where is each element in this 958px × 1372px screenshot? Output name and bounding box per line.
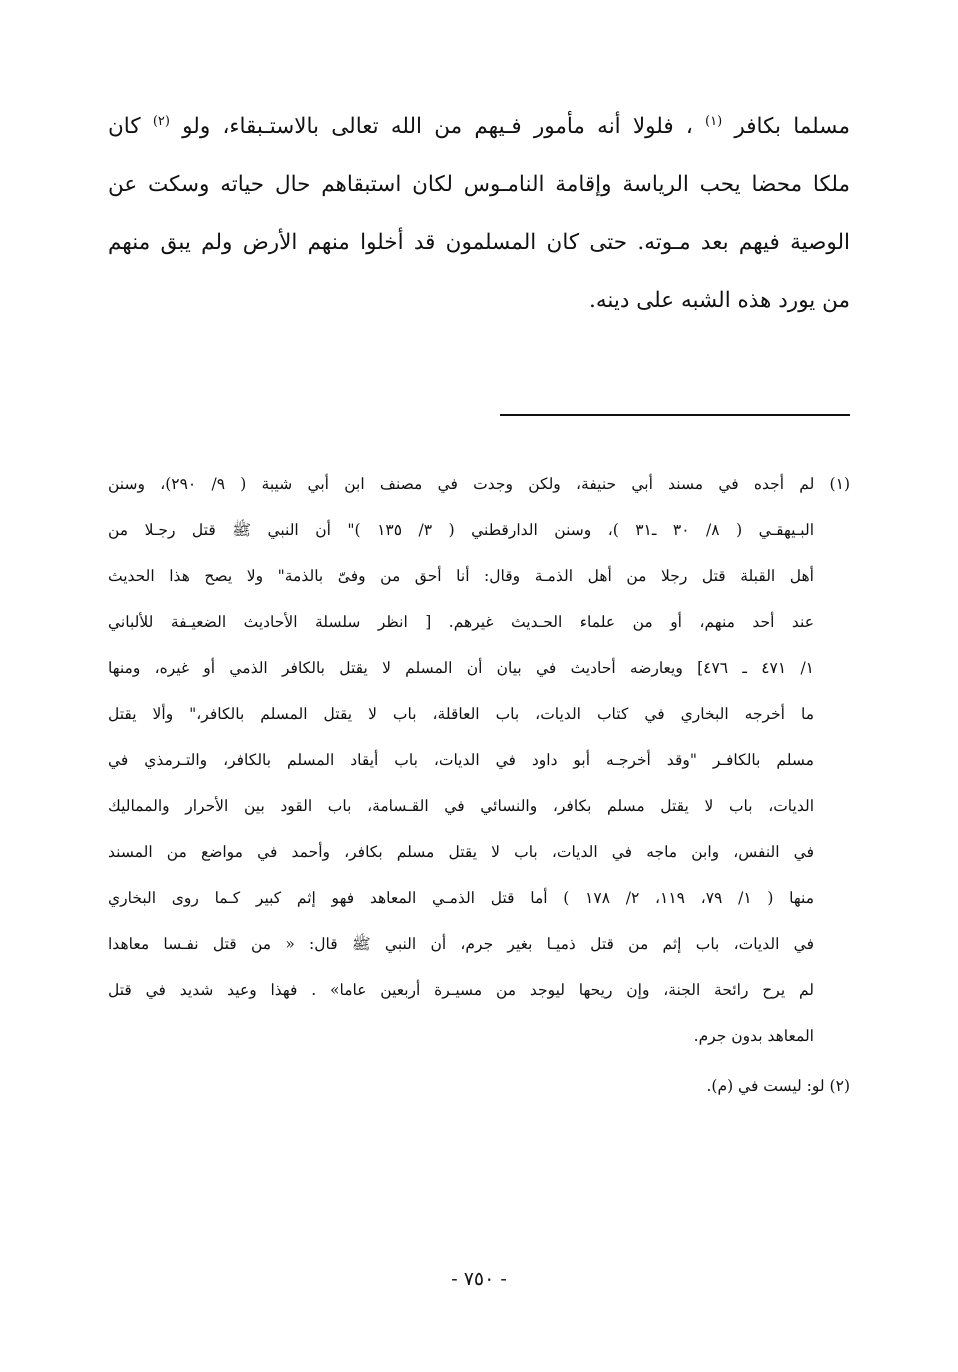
footnotes-block xyxy=(108,461,850,1109)
main-text-line-4: من يورد هذه الشبه على دينه. xyxy=(589,288,850,313)
main-text-segment: مسلما بكافر xyxy=(722,114,850,139)
footnote-1-line: لم يرح رائحة الجنة، وإن ريحها ليوجد من مسيـرة أربعين عاما» . فهذا وعيد شديد في قتل xyxy=(108,981,814,999)
footnote-1-line: منها ( ١/ ٧٩، ١١٩، ٢/ ١٧٨ ) أما قتل الذمـي المعاهد فهو إثم كبير كـما روى البخاري xyxy=(108,889,814,907)
footnote-1-line: ما أخرجه البخاري في كتاب الديات، باب العاقلة، باب لا يقتل المسلم بالكافر،" وألا يقتل xyxy=(108,705,814,723)
page-number: - ٧٥٠ - xyxy=(451,1268,507,1290)
footnote-1-line: مسلم بالكافـر "وقد أخرجـه أبو داود في الديات، باب أيقاد المسلم بالكافر، والتـرمذي في xyxy=(108,751,814,769)
footnote-1-line: المعاهد بدون جرم. xyxy=(693,1027,814,1045)
footnote-2-line: (٢) لو: ليست في (م). xyxy=(706,1077,850,1095)
main-text-segment: كان xyxy=(108,114,153,139)
main-text-segment: ، فلولا أنه مأمور فـيهم من الله تعالى بالاستـبقاء، ولو xyxy=(169,114,706,139)
footnote-ref-2: (٢) xyxy=(152,113,170,129)
main-text-line-1 xyxy=(108,98,850,156)
footnote-2 xyxy=(108,1063,850,1109)
footnote-1-line: في الديات، باب إثم من قتل ذميـا بغير جرم، أن النبي ﷺ قال: « من قتل نفـسا معاهدا xyxy=(108,935,814,953)
footnote-ref-1: (١) xyxy=(705,113,723,129)
main-text-line-2: ملكا محضا يحب الرياسة وإقامة النامـوس لكان استبقاهم حال حياته وسكت عن xyxy=(108,172,850,197)
footnote-1-line: في النفس، وابن ماجه في الديات، باب لا يقتل مسلم بكافر، وأحمد في مواضع من المسند xyxy=(108,843,814,861)
footnote-1-line: (١) لم أجده في مسند أبي حنيفة، ولكن وجدت في مصنف ابن أبي شيبة ( ٩/ ٢٩٠)، وسنن xyxy=(108,475,850,493)
footnote-1-line: عند أحد منهم، أو من علماء الحـديث غيرهم. [ انظر سلسلة الأحاديث الضعيـفة للألباني xyxy=(108,613,814,631)
footnote-1-line: البـيهقـي ( ٨/ ٣٠ ـ٣١ )، وسنن الدارقطني ( ٣/ ١٣٥ )" أن النبي ﷺ قتل رجـلا من xyxy=(108,521,815,539)
main-text-line-3: الوصية فيهم بعد مـوته. حتى كان المسلمون قد أخلوا منهم الأرض ولم يبق منهم xyxy=(108,230,850,255)
footnote-1-line: ١/ ٤٧١ ـ ٤٧٦] ويعارضه أحاديث في بيان أن المسلم لا يقتل بالكافر الذمي أو غيره، ومنها xyxy=(108,659,814,677)
footnote-1 xyxy=(108,461,850,1059)
main-text-block xyxy=(108,98,850,330)
footnote-1-line: أهل القبلة قتل رجلا من أهل الذمـة وقال: أنا أحق من وفىّ بالذمة" ولا يصح هذا الحديث xyxy=(108,567,814,585)
footnote-separator xyxy=(500,414,850,416)
footnote-1-line: الديات، باب لا يقتل مسلم بكافر، والنسائي في القـسامة، باب القود بين الأحرار والمماليك xyxy=(108,797,814,815)
